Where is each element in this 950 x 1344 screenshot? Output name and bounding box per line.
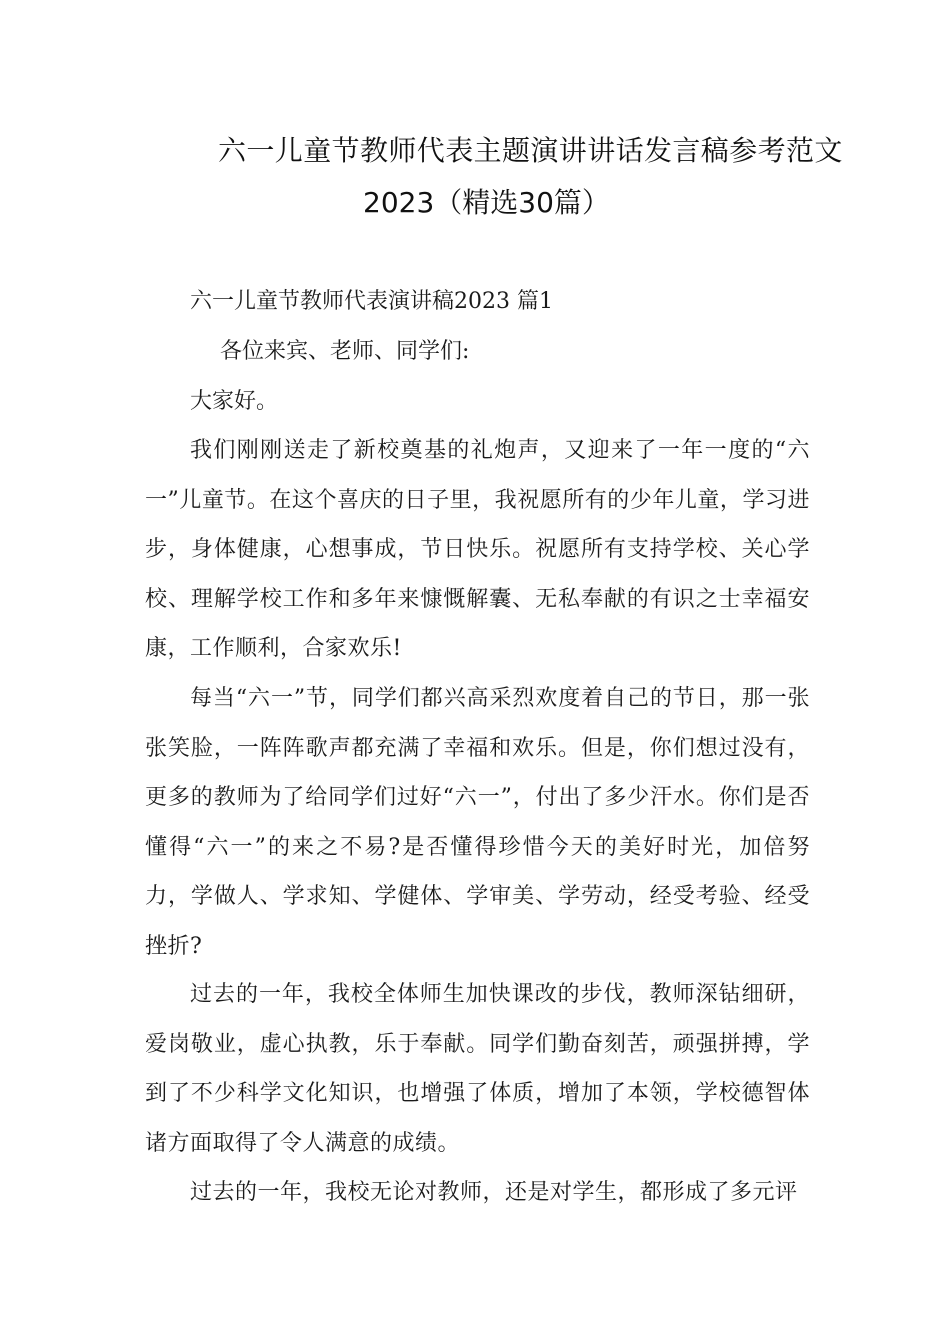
- section-heading: 六一儿童节教师代表演讲稿2023 篇1: [190, 289, 553, 314]
- body-paragraph: 我们刚刚送走了新校奠基的礼炮声，又迎来了一年一度的“六一”儿童节。在这个喜庆的日子里，我祝愿所有的少年儿童，学习进步，身体健康，心想事成，节日快乐。祝愿所有支持学校、关心学校、理解学校工作和多年来慷慨解囊、无私奉献的有识之士幸福安康，工作顺利，合家欢乐!: [145, 438, 810, 661]
- body-paragraph: 过去的一年，我校全体师生加快课改的步伐，教师深钻细研，爱岗敬业，虚心执教，乐于奉献。同学们勤奋刻苦，顽强拼搏，学到了不少科学文化知识，也增强了体质，增加了本领，学校德智体诸方面取得了令人满意的成绩。: [145, 982, 810, 1156]
- document-title-line-2: 2023（精选30篇）: [363, 186, 610, 219]
- salutation: 各位来宾、老师、同学们:: [220, 339, 470, 364]
- greeting: 大家好。: [190, 389, 279, 414]
- body-paragraph: 每当“六一”节，同学们都兴高采烈欢度着自己的节日，那一张张笑脸，一阵阵歌声都充满了幸福和欢乐。但是，你们想过没有，更多的教师为了给同学们过好“六一”，付出了多少汗水。你们是否懂得“六一”的来之不易?是否懂得珍惜今天的美好时光，加倍努力，学做人、学求知、学健体、学审美、学劳动，经受考验、经受挫折?: [145, 686, 810, 959]
- document-title-line-1: 六一儿童节教师代表主题演讲讲话发言稿参考范文: [218, 134, 843, 167]
- body-paragraph: 过去的一年，我校无论对教师，还是对学生，都形成了多元评: [190, 1180, 798, 1205]
